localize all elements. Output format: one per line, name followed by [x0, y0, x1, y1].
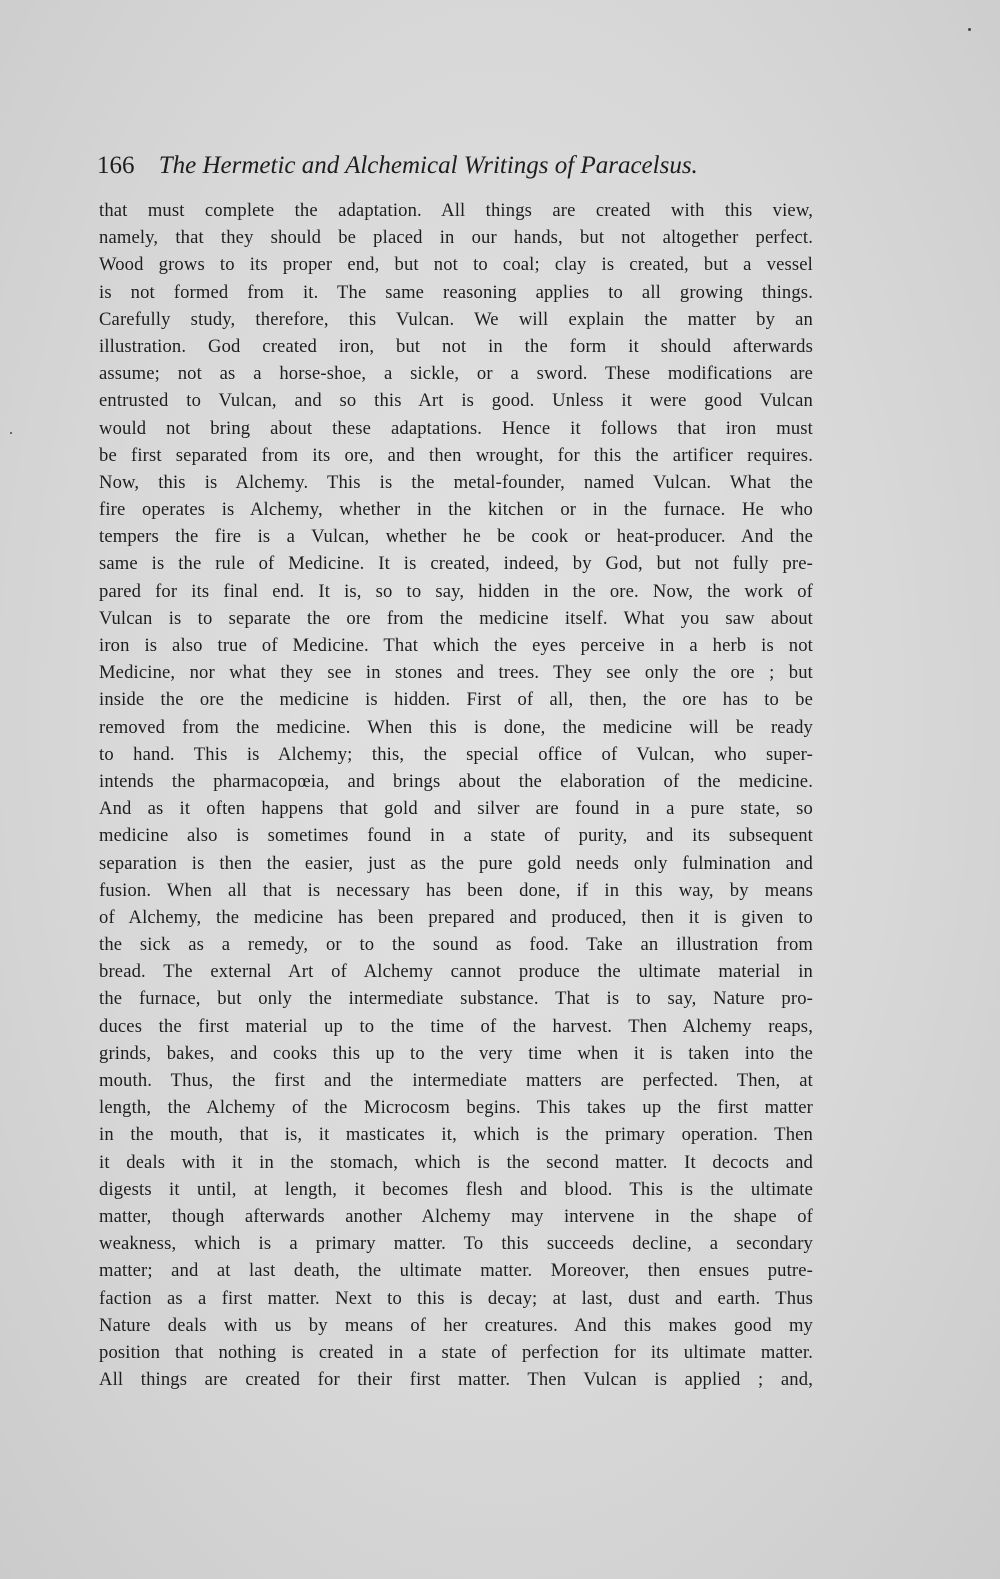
text-line: duces the first material up to the time of the harvest. Then Alchemy reaps, — [99, 1015, 813, 1037]
text-line: bread. The external Art of Alchemy cannot produce the ultimate material in — [99, 961, 813, 983]
text-line: matter, though afterwards another Alchemy may intervene in the shape of — [99, 1205, 813, 1227]
running-title: The Hermetic and Alchemical Writings of Paracelsus. — [158, 152, 698, 179]
text-line: iron is also true of Medicine. That which the eyes perceive in a herb is not — [99, 635, 813, 656]
text-line: Medicine, nor what they see in stones and trees. They see only the ore ; but — [99, 662, 813, 684]
text-line: the sick as a remedy, or to the sound as food. Take an illustration from — [99, 934, 813, 956]
text-line: would not bring about these adaptations. Hence it follows that iron must — [99, 417, 813, 439]
text-line: position that nothing is created in a state of perfection for its ultimate matter. — [99, 1341, 813, 1363]
text-line: fire operates is Alchemy, whether in the kitchen or in the furnace. He who — [99, 499, 813, 521]
text-line: it deals with it in the stomach, which is the second matter. It decocts and — [99, 1151, 813, 1173]
text-line: assume; not as a horse-shoe, a sickle, or a sword. These modifications are — [99, 363, 813, 385]
text-line: is not formed from it. The same reasoning applies to all growing things. — [99, 281, 813, 303]
text-line: matter; and at last death, the ultimate matter. Moreover, then ensues putre- — [99, 1260, 813, 1282]
paper-speck — [10, 432, 12, 434]
text-line: Vulcan is to separate the ore from the medicine itself. What you saw about — [99, 607, 813, 629]
text-line: tempers the fire is a Vulcan, whether he be cook or heat-producer. And the — [99, 526, 813, 548]
text-line: And as it often happens that gold and silver are found in a pure state, so — [99, 798, 813, 820]
text-line: inside the ore the medicine is hidden. First of all, then, the ore has to be — [99, 689, 813, 711]
running-header — [97, 148, 817, 184]
text-line: Wood grows to its proper end, but not to coal; clay is created, but a vessel — [99, 254, 813, 276]
text-line: grinds, bakes, and cooks this up to the very time when it is taken into the — [99, 1042, 813, 1064]
text-line: the furnace, but only the intermediate substance. That is to say, Nature pro- — [99, 988, 813, 1010]
text-line: entrusted to Vulcan, and so this Art is good. Unless it were good Vulcan — [99, 390, 813, 412]
text-line: be first separated from its ore, and then wrought, for this the artificer requires. — [99, 444, 813, 466]
paper-speck — [968, 28, 971, 31]
text-line: illustration. God created iron, but not in the form it should afterwards — [99, 335, 813, 357]
text-line: Carefully study, therefore, this Vulcan. We will explain the matter by an — [99, 308, 813, 330]
text-line: that must complete the adaptation. All things are created with this view, — [99, 200, 813, 221]
page-number: 166 — [97, 152, 135, 179]
text-line: same is the rule of Medicine. It is created, indeed, by God, but not fully pre- — [99, 553, 813, 575]
text-line: Now, this is Alchemy. This is the metal-founder, named Vulcan. What the — [99, 471, 813, 493]
text-line: pared for its final end. It is, so to say, hidden in the ore. Now, the work of — [99, 580, 813, 602]
body-text — [99, 197, 813, 1393]
text-line: All things are created for their first matter. Then Vulcan is applied ; and, — [99, 1369, 813, 1391]
text-line: namely, that they should be placed in our hands, but not altogether perfect. — [99, 227, 813, 249]
text-line: to hand. This is Alchemy; this, the special office of Vulcan, who super- — [99, 743, 813, 765]
text-line: medicine also is sometimes found in a state of purity, and its subsequent — [99, 825, 813, 847]
text-line: faction as a first matter. Next to this is decay; at last, dust and earth. Thus — [99, 1287, 813, 1309]
text-line: intends the pharmacopœia, and brings about the elaboration of the medicine. — [99, 770, 813, 792]
text-line: weakness, which is a primary matter. To this succeeds decline, a secondary — [99, 1233, 813, 1255]
text-line: Nature deals with us by means of her creatures. And this makes good my — [99, 1314, 813, 1336]
text-line: length, the Alchemy of the Microcosm begins. This takes up the first matter — [99, 1097, 813, 1119]
text-line: mouth. Thus, the first and the intermediate matters are perfected. Then, at — [99, 1070, 813, 1091]
text-line: removed from the medicine. When this is done, the medicine will be ready — [99, 716, 813, 738]
text-line: in the mouth, that is, it masticates it, which is the primary operation. Then — [99, 1124, 813, 1146]
text-line: of Alchemy, the medicine has been prepared and produced, then it is given to — [99, 906, 813, 928]
text-line: fusion. When all that is necessary has been done, if in this way, by means — [99, 879, 813, 901]
text-line: digests it until, at length, it becomes flesh and blood. This is the ultimate — [99, 1178, 813, 1200]
text-line: separation is then the easier, just as the pure gold needs only fulmination and — [99, 852, 813, 874]
